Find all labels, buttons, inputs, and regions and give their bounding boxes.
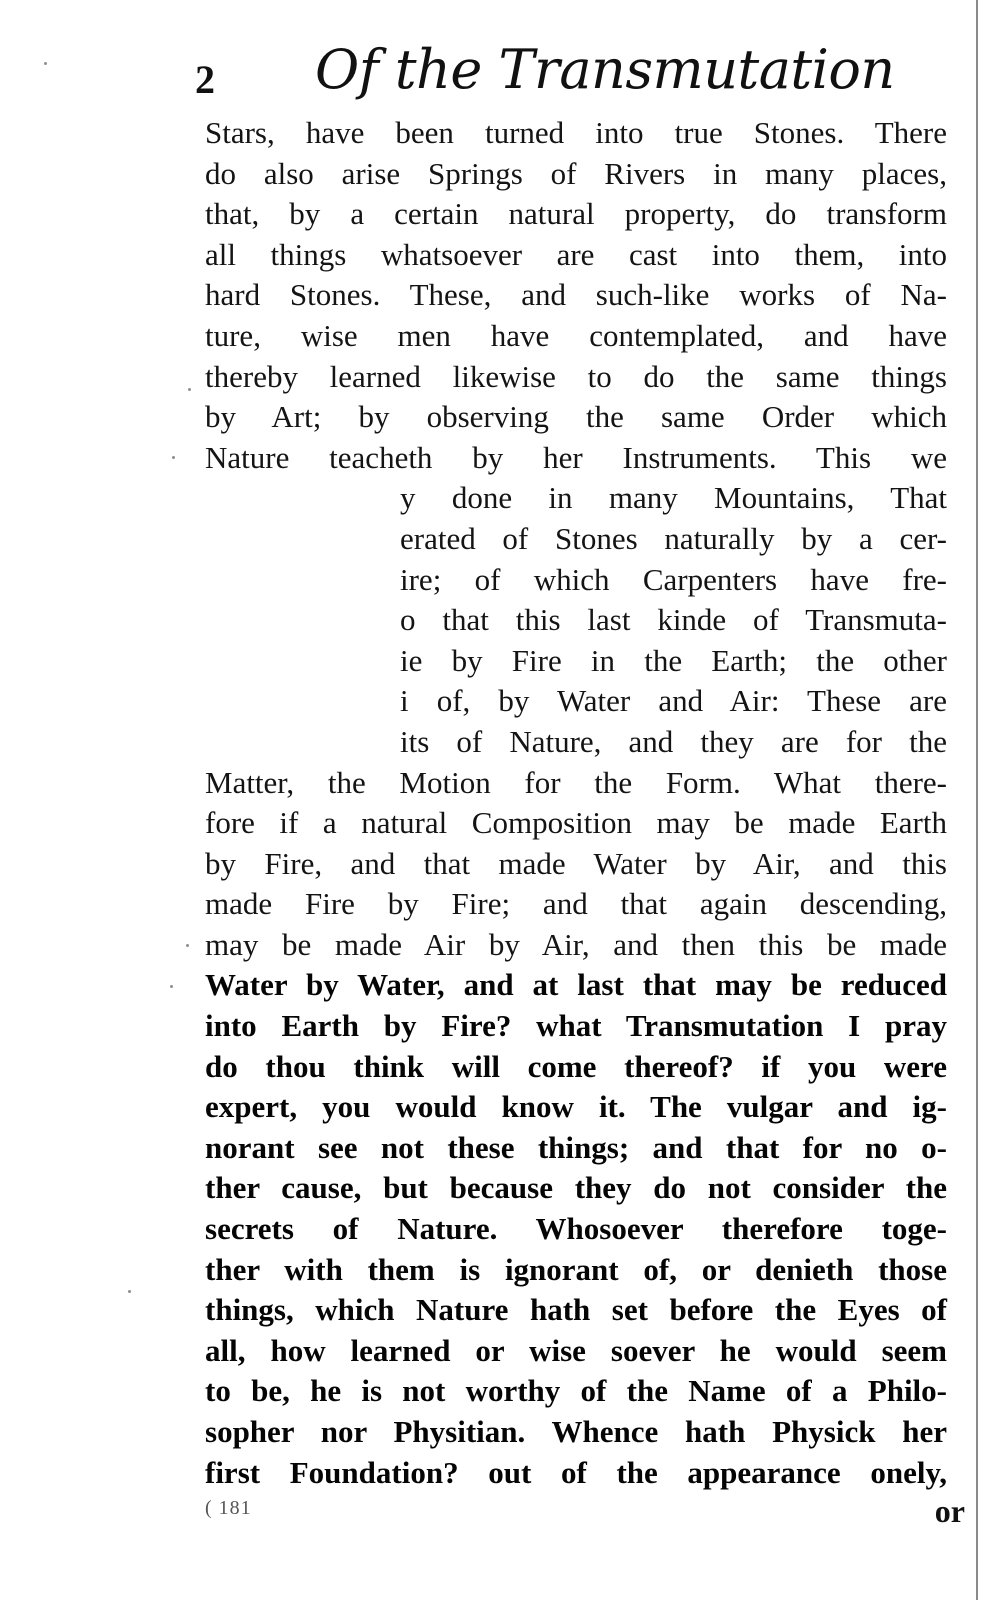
scan-speck [170, 985, 173, 988]
text-line: o that this last kinde of Transmuta- [400, 602, 947, 638]
text-line: Nature teacheth by her Instruments. This we [205, 439, 947, 475]
text-line: made Fire by Fire; and that again descending, [205, 886, 947, 922]
text-line: may be made Air by Air, and then this be made [205, 926, 947, 962]
text-line: i of, by Water and Air: These are [400, 683, 947, 719]
text-line: its of Nature, and they are for the [400, 723, 947, 759]
scan-speck [186, 944, 189, 947]
scan-speck [44, 62, 47, 65]
text-line: into Earth by Fire? what Transmutation I pray [205, 1008, 947, 1044]
text-line: do also arise Springs of Rivers in many places, [205, 155, 947, 191]
body-text [205, 113, 947, 1493]
text-line: ie by Fire in the Earth; the other [400, 642, 947, 678]
text-line: secrets of Nature. Whosoever therefore toge- [205, 1211, 947, 1247]
page-number: 2 [195, 57, 215, 102]
text-line: by Art; by observing the same Order which [205, 399, 947, 435]
text-line: to be, he is not worthy of the Name of a Philo- [205, 1373, 947, 1409]
text-line: ture, wise men have contemplated, and have [205, 317, 947, 353]
text-line: all, how learned or wise soever he would seem [205, 1332, 947, 1368]
text-line: ire; of which Carpenters have fre- [400, 561, 947, 597]
text-line: expert, you would know it. The vulgar and ig- [205, 1089, 947, 1125]
running-title: Of the Transmutation [315, 38, 895, 101]
page-edge-shadow [976, 0, 978, 1600]
text-line: thereby learned likewise to do the same things [205, 358, 947, 394]
text-line: things, which Nature hath set before the Eyes of [205, 1292, 947, 1328]
running-head [195, 38, 895, 108]
scan-speck [188, 388, 191, 391]
text-line: Stars, have been turned into true Stones. There [205, 115, 947, 150]
catchword: or [934, 1493, 965, 1529]
text-line: ther cause, but because they do not consider the [205, 1170, 947, 1206]
text-line: by Fire, and that made Water by Air, and this [205, 845, 947, 881]
text-line: norant see not these things; and that for no o- [205, 1129, 947, 1165]
text-line: sopher nor Physitian. Whence hath Physick her [205, 1414, 947, 1449]
text-line: Water by Water, and at last that may be reduced [205, 967, 947, 1003]
text-line: Matter, the Motion for the Form. What there- [205, 764, 947, 800]
text-line: hard Stones. These, and such-like works of Na- [205, 277, 947, 313]
signature-mark: ( 181 [205, 1497, 252, 1519]
text-line: first Foundation? out of the appearance onely, [205, 1454, 947, 1490]
text-line: erated of Stones naturally by a cer- [400, 520, 947, 556]
text-line: ther with them is ignorant of, or denieth those [205, 1251, 947, 1287]
page-footer [205, 1493, 965, 1537]
text-line: y done in many Mountains, That [400, 480, 947, 516]
text-line: do thou think will come thereof? if you were [205, 1048, 947, 1084]
text-line: that, by a certain natural property, do transform [205, 196, 947, 232]
text-line: fore if a natural Composition may be made Earth [205, 805, 947, 841]
scan-speck [172, 456, 175, 459]
scan-speck [128, 1290, 131, 1293]
text-line: all things whatsoever are cast into them, into [205, 236, 947, 272]
